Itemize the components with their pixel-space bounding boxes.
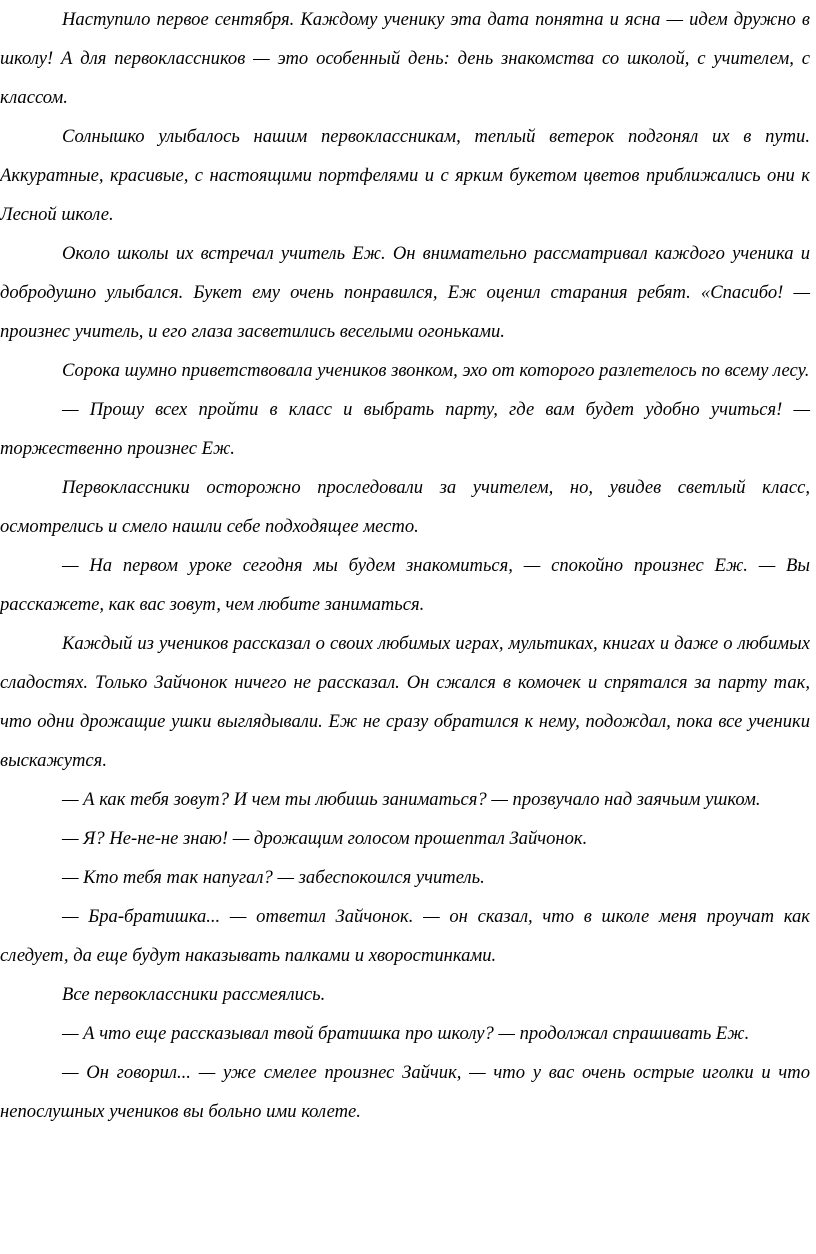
paragraph-15: — Он говорил... — уже смелее произнес Зайчик, — что у вас очень острые иголки и что непослушных учеников вы больно ими колете. xyxy=(0,1062,810,1122)
paragraph-7: — На первом уроке сегодня мы будем знакомиться, — спокойно произнес Еж. — Вы расскажете, как вас зовут, чем любите заниматься. xyxy=(0,555,810,615)
paragraph-6: Первоклассники осторожно проследовали за учителем, но, увидев светлый класс, осмотрелись и смело нашли себе подходящее место. xyxy=(0,477,810,537)
paragraph-14: — А что еще рассказывал твой братишка про школу? — продолжал спрашивать Еж. xyxy=(62,1023,750,1044)
paragraph-2: Солнышко улыбалось нашим первоклассникам, теплый ветерок подгонял их в пути. Аккуратные, красивые, с настоящими портфелями и с ярким букетом цветов приближались они к Лесной школе. xyxy=(0,126,810,225)
paragraph-1: Наступило первое сентября. Каждому ученику эта дата понятна и ясна — идем дружно в школу! А для первоклассников — это особенный день: день знакомства со школой, с учителем, с классом. xyxy=(0,9,810,108)
paragraph-12: — Бра-братишка... — ответил Зайчонок. — он сказал, что в школе меня проучат как следует, да еще будут наказывать палками и хворостинками. xyxy=(0,906,810,966)
paragraph-13: Все первоклассники рассмеялись. xyxy=(62,984,326,1005)
paragraph-9: — А как тебя зовут? И чем ты любишь заниматься? — прозвучало над заячьим ушком. xyxy=(62,789,761,810)
paragraph-8: Каждый из учеников рассказал о своих любимых играх, мультиках, книгах и даже о любимых сладостях. Только Зайчонок ничего не рассказал. Он сжался в комочек и спрятался за парту так, что одни дрожащие ушки выглядывали. Еж не сразу обратился к нему, подождал, пока все ученики выскажутся. xyxy=(0,633,810,771)
paragraph-3: Около школы их встречал учитель Еж. Он внимательно рассматривал каждого ученика и добродушно улыбался. Букет ему очень понравился, Еж оценил старания ребят. «Спасибо! — произнес учитель, и его глаза засветились веселыми огоньками. xyxy=(0,243,810,342)
paragraph-11: — Кто тебя так напугал? — забеспокоился учитель. xyxy=(62,867,485,888)
paragraph-4: Сорока шумно приветствовала учеников звонком, эхо от которого разлетелось по всему лесу. xyxy=(62,360,810,381)
paragraph-10: — Я? Не-не-не знаю! — дрожащим голосом прошептал Зайчонок. xyxy=(62,828,588,849)
paragraph-5: — Прошу всех пройти в класс и выбрать парту, где вам будет удобно учиться! — торжественно произнес Еж. xyxy=(0,399,810,459)
